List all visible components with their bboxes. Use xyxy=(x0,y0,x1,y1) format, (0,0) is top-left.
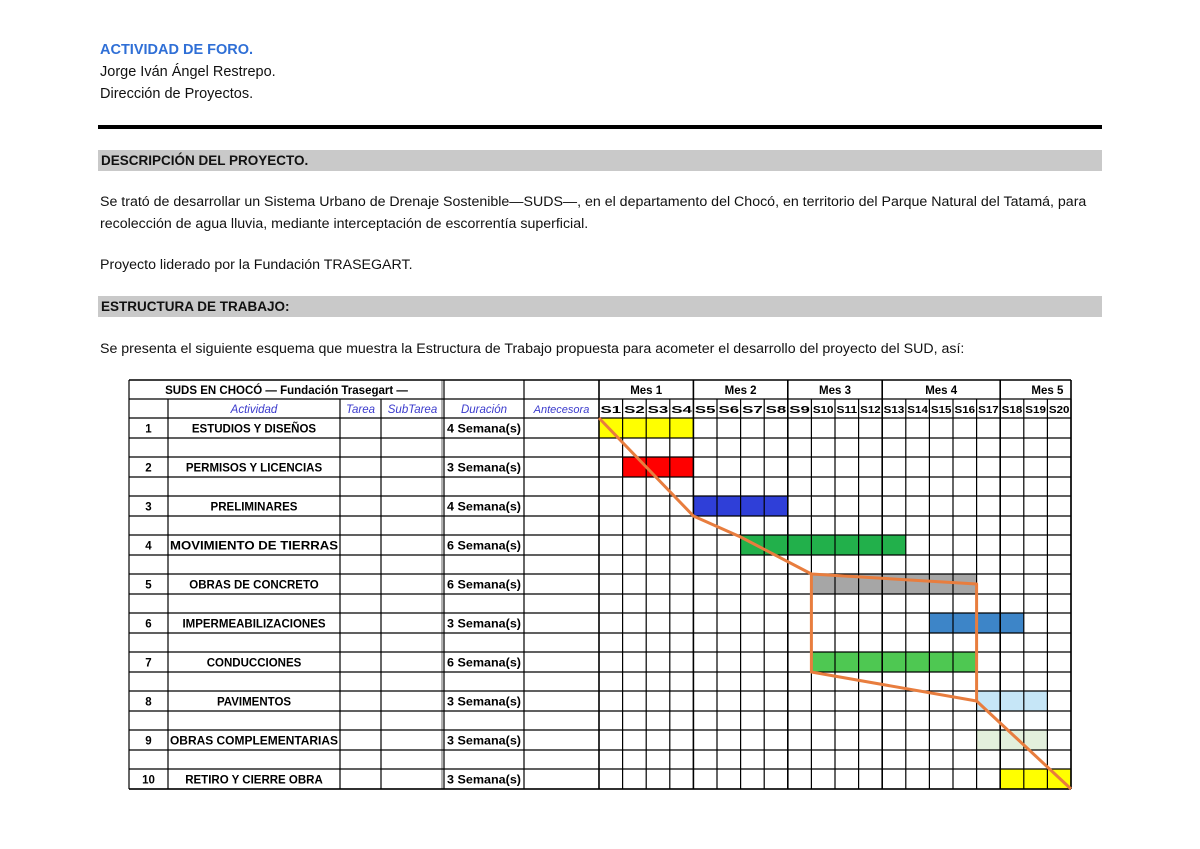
week-header: S1 xyxy=(600,404,622,416)
activity-name: RETIRO Y CIERRE OBRA xyxy=(185,774,323,787)
month-header: Mes 2 xyxy=(724,385,757,397)
activity-duration: 6 Semana(s) xyxy=(447,579,522,592)
activity-duration: 3 Semana(s) xyxy=(447,774,522,787)
gantt-title: SUDS EN CHOCÓ — Fundación Trasegart — xyxy=(165,385,408,397)
month-header: Mes 3 xyxy=(819,385,851,397)
week-header: S20 xyxy=(1048,404,1070,416)
week-header: S18 xyxy=(1001,404,1023,416)
activity-duration: 3 Semana(s) xyxy=(447,618,522,631)
activity-number: 1 xyxy=(145,423,152,436)
structure-paragraph: Se presenta el siguiente esquema que muestra la Estructura de Trabajo propuesta para acometer el desarrollo del proyecto del SUD, así: xyxy=(100,341,965,357)
week-header: S17 xyxy=(978,404,999,416)
activity-duration: 3 Semana(s) xyxy=(447,735,522,748)
gantt-bar-8 xyxy=(977,691,1048,711)
activity-duration: 3 Semana(s) xyxy=(447,462,522,475)
document-title: ACTIVIDAD DE FORO. xyxy=(100,42,254,58)
week-header: S10 xyxy=(812,404,834,416)
section-heading-descripcion: DESCRIPCIÓN DEL PROYECTO. xyxy=(98,150,1102,171)
week-header: S15 xyxy=(930,404,952,416)
description-paragraph: Se trató de desarrollar un Sistema Urbano de Drenaje Sostenible—SUDS—, en el departamento del Chocó, en territorio del Parque Natural del Tatamá, para recolección de agua lluvia, mediante interceptación de escorrentía superficial. xyxy=(100,194,1087,232)
week-header: S13 xyxy=(883,404,905,416)
week-header: S19 xyxy=(1025,404,1047,416)
activity-name: CONDUCCIONES xyxy=(206,657,302,670)
activity-duration: 6 Semana(s) xyxy=(447,657,522,670)
week-header: S9 xyxy=(789,404,811,416)
col-subtask-header: SubTarea xyxy=(387,404,438,416)
activity-name: OBRAS DE CONCRETO xyxy=(189,579,319,592)
gantt-bar-7 xyxy=(811,652,976,672)
activity-duration: 3 Semana(s) xyxy=(447,696,522,709)
activity-number: 3 xyxy=(145,501,152,514)
activity-number: 6 xyxy=(145,618,152,631)
gantt-bar-4 xyxy=(741,535,906,555)
activity-number: 4 xyxy=(145,540,152,553)
col-task-header: Tarea xyxy=(346,404,375,416)
week-header: S5 xyxy=(694,404,716,416)
activity-duration: 4 Semana(s) xyxy=(447,423,522,436)
section-heading-estructura: ESTRUCTURA DE TRABAJO: xyxy=(98,296,1102,317)
activity-name: PERMISOS Y LICENCIAS xyxy=(185,462,323,475)
author-name: Jorge Iván Ángel Restrepo. xyxy=(100,64,276,80)
activity-number: 10 xyxy=(142,774,155,787)
week-header: S8 xyxy=(765,404,787,416)
col-duration-header: Duración xyxy=(460,404,508,416)
week-header: S4 xyxy=(671,404,693,416)
week-header: S3 xyxy=(647,404,669,416)
week-header: S6 xyxy=(718,404,740,416)
activity-name: ESTUDIOS Y DISEÑOS xyxy=(191,423,317,436)
col-predecessor-header: Antecesora xyxy=(533,404,590,416)
activity-name: PAVIMENTOS xyxy=(216,696,292,709)
activity-number: 9 xyxy=(145,735,152,748)
month-header: Mes 1 xyxy=(630,385,663,397)
activity-number: 5 xyxy=(145,579,152,592)
activity-name: IMPERMEABILIZACIONES xyxy=(182,618,326,631)
week-header: S14 xyxy=(907,404,929,416)
week-header: S12 xyxy=(860,404,881,416)
week-header: S16 xyxy=(954,404,976,416)
col-activity-header: Actividad xyxy=(230,404,278,416)
month-header: Mes 4 xyxy=(925,385,958,397)
course-name: Dirección de Proyectos. xyxy=(100,86,254,102)
activity-duration: 6 Semana(s) xyxy=(447,540,522,553)
week-header: S7 xyxy=(742,404,763,416)
activity-number: 8 xyxy=(145,696,152,709)
leader-paragraph: Proyecto liderado por la Fundación TRASEGART. xyxy=(100,257,413,273)
activity-name: MOVIMIENTO DE TIERRAS xyxy=(170,540,339,553)
month-header: Mes 5 xyxy=(1031,385,1064,397)
gantt-bar-2 xyxy=(623,457,694,477)
activity-duration: 4 Semana(s) xyxy=(447,501,522,514)
activity-number: 7 xyxy=(145,657,152,670)
activity-number: 2 xyxy=(145,462,152,475)
week-header: S11 xyxy=(836,404,858,416)
activity-name: OBRAS COMPLEMENTARIAS xyxy=(170,735,339,748)
week-header: S2 xyxy=(624,404,645,416)
activity-name: PRELIMINARES xyxy=(210,501,298,514)
